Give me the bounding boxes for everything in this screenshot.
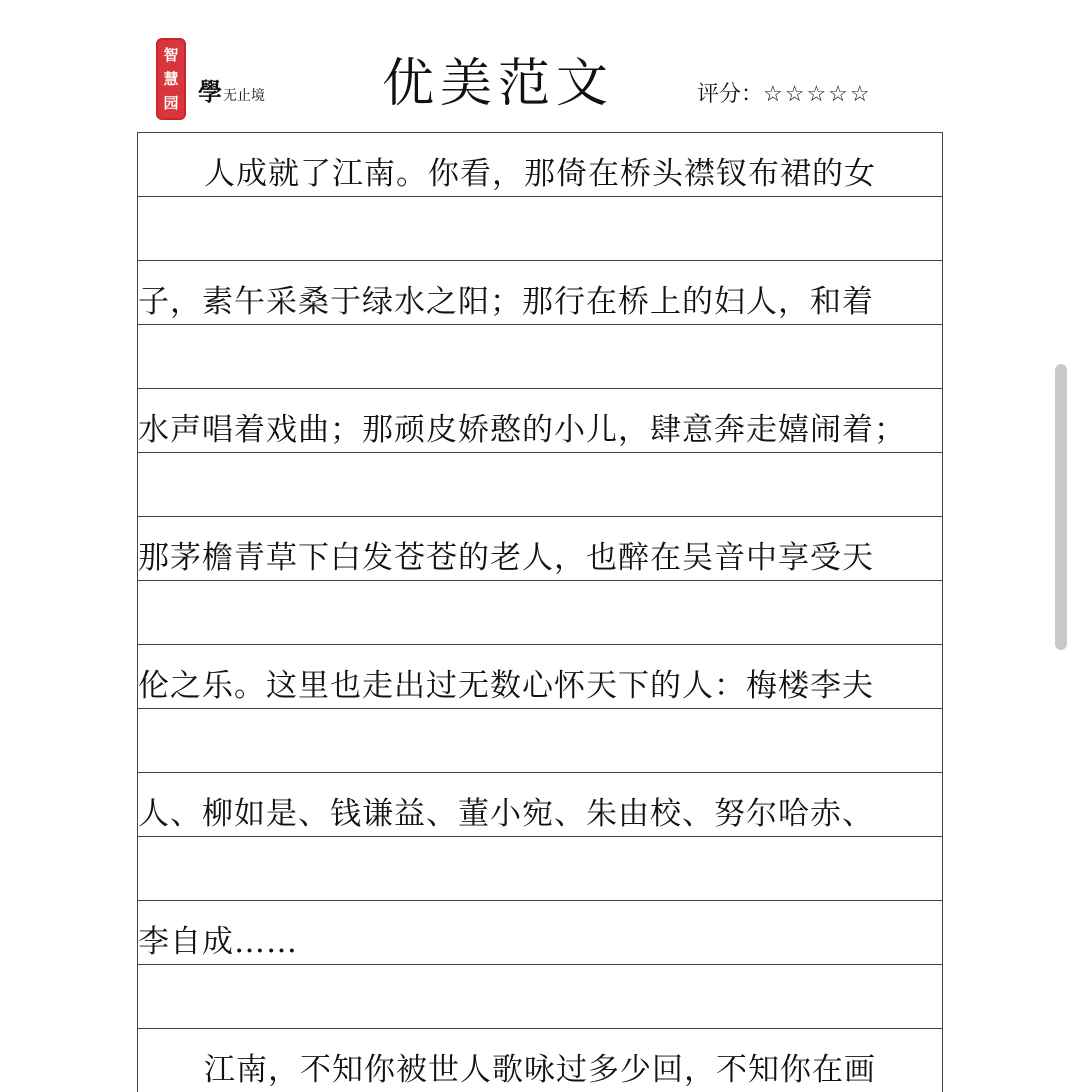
ruled-line [138,836,942,900]
ruled-line [138,388,942,452]
ruled-line [138,196,942,260]
vertical-scrollbar[interactable] [1055,364,1067,650]
ruled-line [138,772,942,836]
score-stars: ☆☆☆☆☆ [763,82,872,107]
line-text: 人、柳如是、钱谦益、董小宛、朱由校、努尔哈赤、 [138,796,874,832]
seal-logo [156,38,186,120]
seal-char: 智 [163,45,179,64]
brand-slogan: 无止境 [223,88,265,104]
page-title: 优美范文 [381,54,614,114]
line-text: 子，素午采桑于绿水之阳；那行在桥上的妇人，和着 [138,284,874,320]
line-text: 水声唱着戏曲；那顽皮娇憨的小儿，肆意奔走嬉闹着； [138,412,906,448]
line-text: 伦之乐。这里也走出过无数心怀天下的人：梅楼李夫 [138,668,874,704]
ruled-line [138,516,942,580]
line-text: 那茅檐青草下白发苍苍的老人，也醉在吴音中享受天 [138,540,874,576]
ruled-line [138,452,942,516]
ruled-line [138,900,942,964]
line-text: 李自成…… [138,924,298,960]
ruled-line [138,964,942,1028]
seal-char: 园 [163,93,179,112]
line-text: 江南，不知你被世人歌咏过多少回，不知你在画 [204,1052,876,1088]
brand-logo [198,77,265,106]
writing-sheet [137,132,943,1092]
ruled-line [138,132,942,196]
brand-big-char: 學 [198,77,222,106]
ruled-line [138,260,942,324]
ruled-line [138,708,942,772]
seal-char: 慧 [163,69,179,88]
ruled-line [138,1028,942,1092]
ruled-line [138,644,942,708]
line-text: 人成就了江南。你看，那倚在桥头襟钗布裙的女 [204,156,876,192]
ruled-line [138,580,942,644]
score-rating [697,80,872,110]
ruled-line [138,324,942,388]
score-label: 评分： [697,82,764,107]
